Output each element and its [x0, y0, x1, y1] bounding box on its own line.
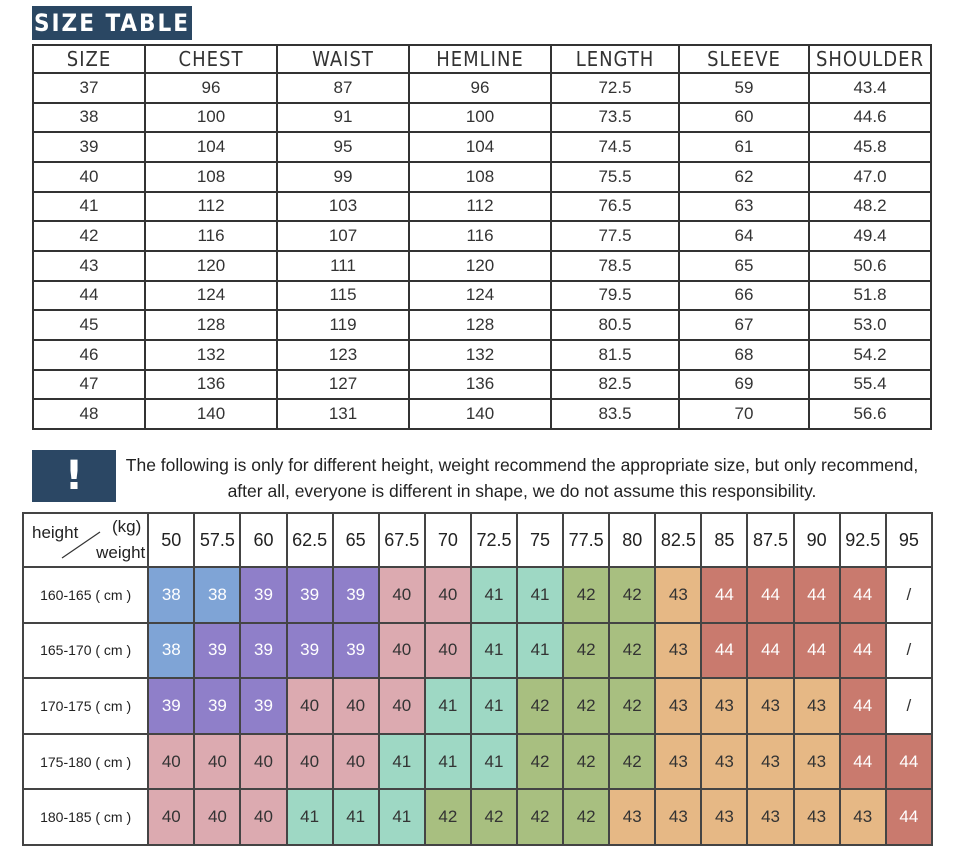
- size-table-cell: 55.4: [809, 370, 931, 400]
- size-table-cell: 54.2: [809, 340, 931, 370]
- recommended-size-cell: /: [886, 567, 932, 623]
- recommended-size-cell: 41: [425, 678, 471, 734]
- size-table-cell: 47: [33, 370, 145, 400]
- recommended-size-cell: 42: [517, 734, 563, 790]
- recommended-size-cell: 42: [563, 623, 609, 679]
- size-table-cell: 116: [409, 221, 551, 251]
- size-table-cell: 74.5: [551, 132, 679, 162]
- size-table-cell: 132: [409, 340, 551, 370]
- recommended-size-cell: 44: [747, 623, 793, 679]
- exclamation-icon: !: [32, 450, 116, 502]
- size-table-cell: 50.6: [809, 251, 931, 281]
- size-table-header-cell: WAIST: [277, 45, 409, 73]
- size-table-cell: 61: [679, 132, 809, 162]
- recommended-size-cell: 42: [471, 789, 517, 845]
- size-table-cell: 132: [145, 340, 277, 370]
- weight-header-cell: 95: [886, 513, 932, 567]
- size-table-body: [33, 73, 931, 429]
- recommended-size-cell: 42: [517, 789, 563, 845]
- weight-header-cell: 65: [333, 513, 379, 567]
- recommended-size-cell: 43: [655, 623, 701, 679]
- recommended-size-cell: 42: [609, 734, 655, 790]
- size-table-cell: 115: [277, 281, 409, 311]
- recommended-size-cell: 40: [379, 678, 425, 734]
- recommended-size-cell: 40: [425, 567, 471, 623]
- size-table-cell: 100: [409, 103, 551, 133]
- recommended-size-cell: 42: [563, 678, 609, 734]
- recommended-size-cell: 39: [333, 567, 379, 623]
- size-table-cell: 100: [145, 103, 277, 133]
- recommended-size-cell: 42: [563, 734, 609, 790]
- notice-text: The following is only for different height, weight recommend the appropriate size, but only recommend, after all, everyone is different in shape, we do not assume this responsibility.: [125, 455, 919, 501]
- weight-header-cell: 67.5: [379, 513, 425, 567]
- size-table-cell: 56.6: [809, 399, 931, 429]
- weight-header-cell: 87.5: [747, 513, 793, 567]
- recommended-size-cell: 44: [701, 623, 747, 679]
- size-table-cell: 72.5: [551, 73, 679, 103]
- size-table-cell: 59: [679, 73, 809, 103]
- size-table-cell: 116: [145, 221, 277, 251]
- recommended-size-cell: 40: [425, 623, 471, 679]
- recommended-size-cell: 43: [794, 678, 840, 734]
- recommended-size-cell: 42: [609, 623, 655, 679]
- recommended-size-cell: 43: [701, 789, 747, 845]
- height-row: [23, 678, 932, 734]
- size-table-cell: 82.5: [551, 370, 679, 400]
- recommended-size-cell: 39: [240, 678, 286, 734]
- height-range-label: 175-180 ( cm ): [23, 734, 148, 790]
- size-table-row: [33, 340, 931, 370]
- recommended-size-cell: 42: [517, 678, 563, 734]
- size-table-header-cell: SLEEVE: [679, 45, 809, 73]
- size-table-cell: 63: [679, 192, 809, 222]
- recommended-size-cell: 38: [148, 567, 194, 623]
- size-table-cell: 127: [277, 370, 409, 400]
- size-table-cell: 120: [409, 251, 551, 281]
- size-table-cell: 80.5: [551, 310, 679, 340]
- recommended-size-cell: 38: [148, 623, 194, 679]
- size-table-cell: 37: [33, 73, 145, 103]
- corner-height-label: height: [32, 523, 79, 542]
- recommended-size-cell: 42: [425, 789, 471, 845]
- recommended-size-cell: 43: [655, 567, 701, 623]
- size-table-cell: 40: [33, 162, 145, 192]
- recommended-size-cell: 44: [886, 734, 932, 790]
- size-table-cell: 65: [679, 251, 809, 281]
- size-table-cell: 70: [679, 399, 809, 429]
- size-table-cell: 140: [409, 399, 551, 429]
- size-table-cell: 107: [277, 221, 409, 251]
- weight-header-row: [23, 513, 932, 567]
- recommended-size-cell: 41: [517, 623, 563, 679]
- height-range-label: 180-185 ( cm ): [23, 789, 148, 845]
- recommended-size-cell: 41: [471, 734, 517, 790]
- size-table-cell: 41: [33, 192, 145, 222]
- recommended-size-cell: 39: [194, 678, 240, 734]
- recommended-size-cell: 41: [471, 567, 517, 623]
- recommended-size-cell: 40: [333, 734, 379, 790]
- size-table-row: [33, 370, 931, 400]
- recommended-size-cell: 42: [609, 678, 655, 734]
- recommended-size-cell: 40: [148, 789, 194, 845]
- weight-header-cell: 50: [148, 513, 194, 567]
- size-table-cell: 120: [145, 251, 277, 281]
- size-table-cell: 43: [33, 251, 145, 281]
- size-table-cell: 83.5: [551, 399, 679, 429]
- size-table-cell: 96: [409, 73, 551, 103]
- recommended-size-cell: 43: [609, 789, 655, 845]
- size-table-cell: 124: [145, 281, 277, 311]
- size-table-cell: 108: [409, 162, 551, 192]
- recommended-size-cell: 40: [287, 734, 333, 790]
- recommended-size-cell: 39: [148, 678, 194, 734]
- size-recommendation-table: [22, 512, 933, 846]
- size-table-cell: 66: [679, 281, 809, 311]
- size-table-row: [33, 162, 931, 192]
- recommended-size-cell: 42: [563, 567, 609, 623]
- size-table-row: [33, 73, 931, 103]
- size-table-cell: 48.2: [809, 192, 931, 222]
- recommended-size-cell: 41: [379, 789, 425, 845]
- size-table-header-cell: SHOULDER: [809, 45, 931, 73]
- weight-header-cell: 85: [701, 513, 747, 567]
- size-table-cell: 44.6: [809, 103, 931, 133]
- corner-weight-label: weight: [96, 543, 146, 562]
- size-table-cell: 131: [277, 399, 409, 429]
- size-table-cell: 68: [679, 340, 809, 370]
- size-table-row: [33, 251, 931, 281]
- size-table-cell: 128: [145, 310, 277, 340]
- recommended-size-cell: 41: [425, 734, 471, 790]
- recommended-size-cell: 39: [240, 623, 286, 679]
- recommended-size-cell: 44: [886, 789, 932, 845]
- size-table-row: [33, 281, 931, 311]
- recommended-size-cell: 44: [840, 567, 886, 623]
- size-table-row: [33, 192, 931, 222]
- size-table-cell: 140: [145, 399, 277, 429]
- recommended-size-cell: 43: [747, 678, 793, 734]
- recommendation-body: [23, 567, 932, 845]
- weight-header-cell: 70: [425, 513, 471, 567]
- recommended-size-cell: 43: [747, 789, 793, 845]
- recommended-size-cell: 41: [517, 567, 563, 623]
- size-table-cell: 64: [679, 221, 809, 251]
- size-table-cell: 104: [145, 132, 277, 162]
- recommended-size-cell: 43: [794, 734, 840, 790]
- size-table-header-cell: SIZE: [33, 45, 145, 73]
- size-table-cell: 42: [33, 221, 145, 251]
- recommended-size-cell: 44: [794, 623, 840, 679]
- size-table-header-cell: HEMLINE: [409, 45, 551, 73]
- size-table-cell: 76.5: [551, 192, 679, 222]
- weight-header-cell: 72.5: [471, 513, 517, 567]
- size-table-cell: 95: [277, 132, 409, 162]
- weight-header-cell: 90: [794, 513, 840, 567]
- recommended-size-cell: 42: [563, 789, 609, 845]
- size-table-cell: 104: [409, 132, 551, 162]
- recommended-size-cell: 43: [840, 789, 886, 845]
- size-table-cell: 60: [679, 103, 809, 133]
- size-table-cell: 103: [277, 192, 409, 222]
- size-table-cell: 69: [679, 370, 809, 400]
- height-row: [23, 623, 932, 679]
- recommended-size-cell: 43: [655, 678, 701, 734]
- recommended-size-cell: 40: [148, 734, 194, 790]
- recommended-size-cell: 40: [379, 623, 425, 679]
- size-table-cell: 119: [277, 310, 409, 340]
- recommended-size-cell: 42: [609, 567, 655, 623]
- size-table-cell: 44: [33, 281, 145, 311]
- recommended-size-cell: 40: [240, 789, 286, 845]
- recommended-size-cell: 43: [655, 789, 701, 845]
- weight-header-cell: 60: [240, 513, 286, 567]
- size-table-cell: 96: [145, 73, 277, 103]
- size-table-cell: 62: [679, 162, 809, 192]
- size-table-cell: 87: [277, 73, 409, 103]
- height-range-label: 165-170 ( cm ): [23, 623, 148, 679]
- recommended-size-cell: 43: [701, 734, 747, 790]
- size-table-cell: 81.5: [551, 340, 679, 370]
- height-row: [23, 567, 932, 623]
- size-table-cell: 136: [145, 370, 277, 400]
- height-range-label: 160-165 ( cm ): [23, 567, 148, 623]
- recommended-size-cell: 40: [194, 734, 240, 790]
- size-table-cell: 128: [409, 310, 551, 340]
- weight-header-cell: 82.5: [655, 513, 701, 567]
- size-table-cell: 77.5: [551, 221, 679, 251]
- size-table-cell: 49.4: [809, 221, 931, 251]
- size-table-row: [33, 310, 931, 340]
- corner-header-cell: [23, 513, 148, 567]
- size-table-cell: 39: [33, 132, 145, 162]
- recommended-size-cell: 44: [840, 623, 886, 679]
- corner-unit-label: (kg): [111, 517, 142, 536]
- size-table-cell: 45: [33, 310, 145, 340]
- size-table-row: [33, 221, 931, 251]
- recommended-size-cell: 44: [701, 567, 747, 623]
- size-table-header-row: [33, 45, 931, 73]
- recommended-size-cell: 40: [240, 734, 286, 790]
- size-table-cell: 73.5: [551, 103, 679, 133]
- size-table-cell: 51.8: [809, 281, 931, 311]
- weight-header-cell: 62.5: [287, 513, 333, 567]
- recommended-size-cell: 43: [655, 734, 701, 790]
- weight-header-cell: 77.5: [563, 513, 609, 567]
- size-table-cell: 108: [145, 162, 277, 192]
- recommended-size-cell: 43: [747, 734, 793, 790]
- recommended-size-cell: 40: [287, 678, 333, 734]
- recommended-size-cell: 39: [333, 623, 379, 679]
- size-table-header-cell: CHEST: [145, 45, 277, 73]
- size-table-cell: 99: [277, 162, 409, 192]
- recommended-size-cell: 39: [240, 567, 286, 623]
- size-table-title: SIZE TABLE: [32, 6, 192, 40]
- recommended-size-cell: 39: [287, 567, 333, 623]
- size-table-cell: 78.5: [551, 251, 679, 281]
- size-table-cell: 112: [409, 192, 551, 222]
- size-table-row: [33, 132, 931, 162]
- recommended-size-cell: 40: [379, 567, 425, 623]
- recommended-size-cell: 44: [747, 567, 793, 623]
- size-table-cell: 45.8: [809, 132, 931, 162]
- recommended-size-cell: 43: [794, 789, 840, 845]
- size-table-cell: 112: [145, 192, 277, 222]
- recommended-size-cell: /: [886, 678, 932, 734]
- weight-header-cell: 57.5: [194, 513, 240, 567]
- size-table-cell: 48: [33, 399, 145, 429]
- size-table-cell: 53.0: [809, 310, 931, 340]
- height-row: [23, 789, 932, 845]
- recommended-size-cell: 39: [287, 623, 333, 679]
- size-table-cell: 91: [277, 103, 409, 133]
- recommended-size-cell: 41: [471, 678, 517, 734]
- size-table: [32, 44, 932, 430]
- weight-header-cell: 92.5: [840, 513, 886, 567]
- recommended-size-cell: 41: [379, 734, 425, 790]
- size-table-header-cell: LENGTH: [551, 45, 679, 73]
- weight-header-cell: 75: [517, 513, 563, 567]
- size-table-row: [33, 399, 931, 429]
- size-table-cell: 75.5: [551, 162, 679, 192]
- size-table-cell: 111: [277, 251, 409, 281]
- size-table-cell: 47.0: [809, 162, 931, 192]
- recommended-size-cell: 43: [701, 678, 747, 734]
- size-table-cell: 79.5: [551, 281, 679, 311]
- size-table-cell: 38: [33, 103, 145, 133]
- recommended-size-cell: 40: [333, 678, 379, 734]
- size-table-cell: 123: [277, 340, 409, 370]
- size-table-row: [33, 103, 931, 133]
- recommended-size-cell: 40: [194, 789, 240, 845]
- recommended-size-cell: 44: [840, 678, 886, 734]
- size-table-cell: 67: [679, 310, 809, 340]
- recommended-size-cell: 41: [471, 623, 517, 679]
- size-table-cell: 136: [409, 370, 551, 400]
- height-row: [23, 734, 932, 790]
- recommended-size-cell: 38: [194, 567, 240, 623]
- size-table-cell: 46: [33, 340, 145, 370]
- recommended-size-cell: 44: [794, 567, 840, 623]
- size-table-cell: 124: [409, 281, 551, 311]
- recommended-size-cell: /: [886, 623, 932, 679]
- recommended-size-cell: 41: [333, 789, 379, 845]
- recommended-size-cell: 41: [287, 789, 333, 845]
- weight-header-cell: 80: [609, 513, 655, 567]
- height-range-label: 170-175 ( cm ): [23, 678, 148, 734]
- recommended-size-cell: 44: [840, 734, 886, 790]
- recommended-size-cell: 39: [194, 623, 240, 679]
- size-table-cell: 43.4: [809, 73, 931, 103]
